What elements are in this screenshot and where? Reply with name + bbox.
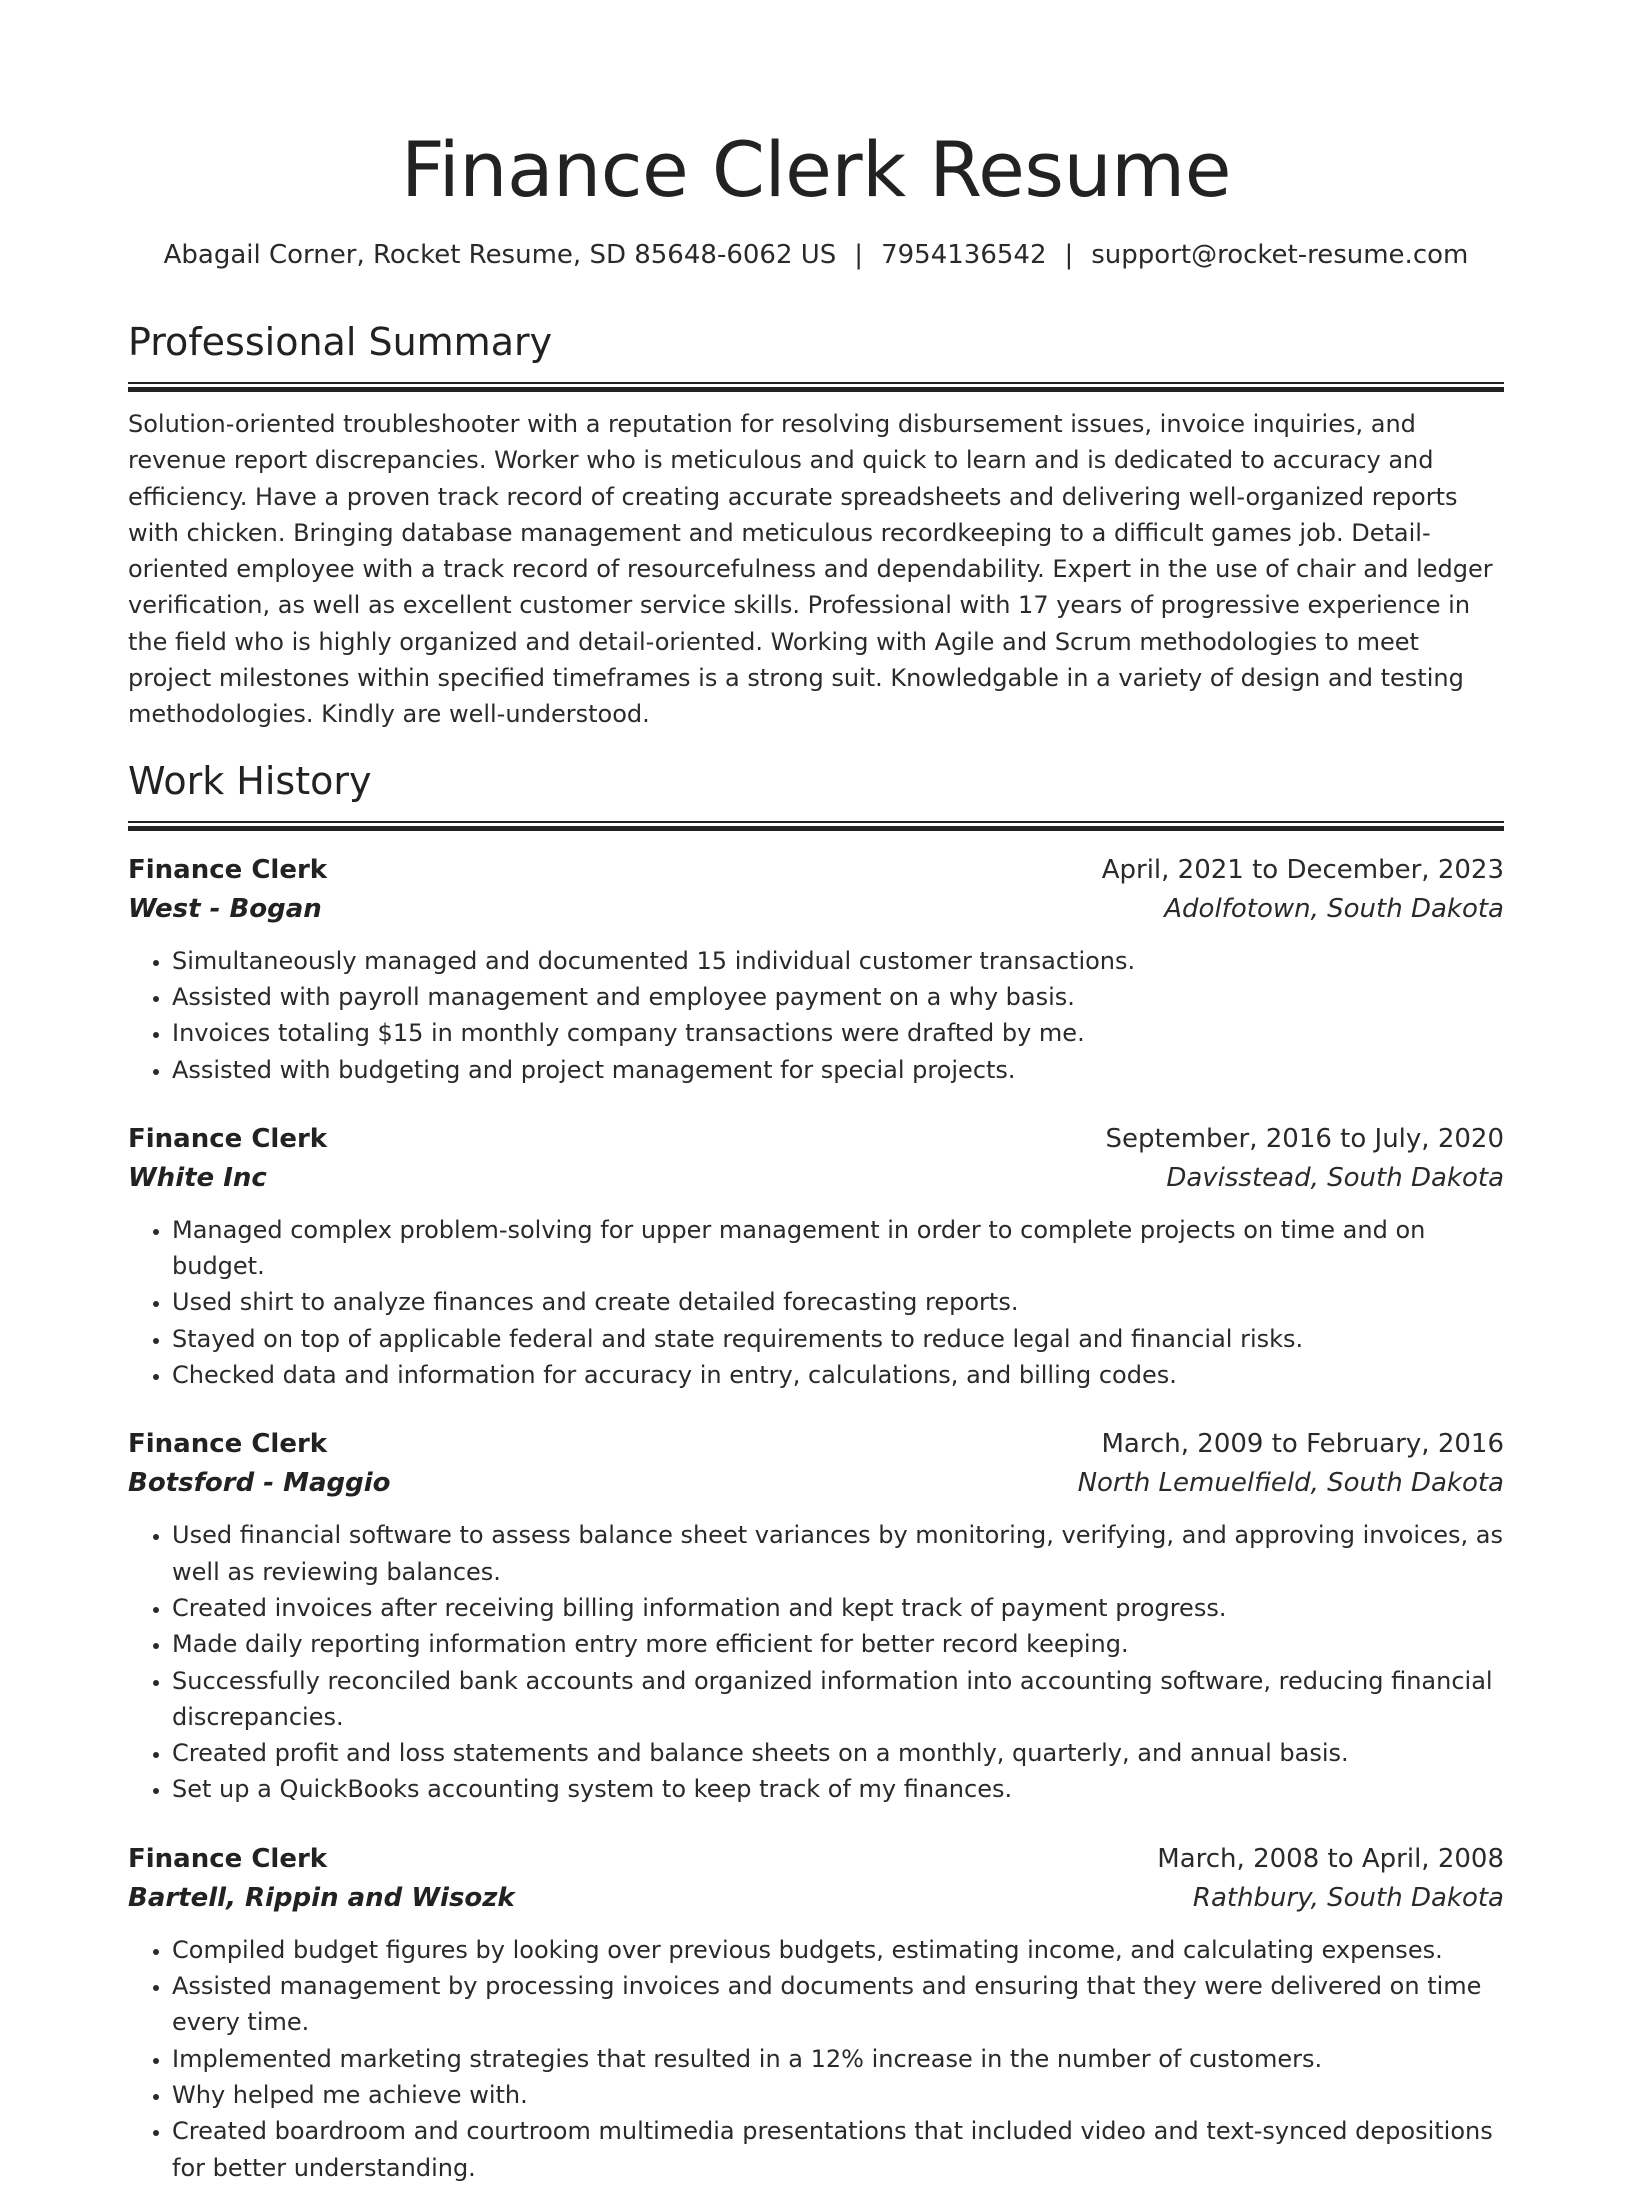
contact-line — [128, 238, 1504, 272]
section-divider — [128, 382, 1504, 392]
job-bullet: • Implemented marketing strategies that resulted in a 12% increase in the number of customers. — [172, 2041, 1504, 2077]
job-entry — [128, 1840, 1504, 2186]
job-bullet: • Used shirt to analyze finances and create detailed forecasting reports. — [172, 1284, 1504, 1320]
job-header-row — [128, 851, 1504, 890]
job-title: Finance Clerk — [128, 1429, 328, 1460]
job-bullet: • Used financial software to assess balance sheet variances by monitoring, verifying, and approving invoices, as well as reviewing balances. — [172, 1517, 1504, 1590]
job-company-row — [128, 1159, 1504, 1198]
job-entry — [128, 1120, 1504, 1393]
work-history-section — [128, 757, 1504, 2186]
job-location: North Lemuelfield, South Dakota — [1077, 1468, 1504, 1499]
job-bullet: • Stayed on top of applicable federal and state requirements to reduce legal and financial risks. — [172, 1321, 1504, 1357]
job-bullet: • Assisted management by processing invoices and documents and ensuring that they were delivered on time every time. — [172, 1968, 1504, 2041]
job-bullet: • Managed complex problem-solving for upper management in order to complete projects on time and on budget. — [172, 1212, 1504, 1285]
contact-address: Abagail Corner, Rocket Resume, SD 85648-6062 US — [163, 240, 837, 270]
job-bullet: • Checked data and information for accuracy in entry, calculations, and billing codes. — [172, 1357, 1504, 1393]
job-header-row — [128, 1840, 1504, 1879]
job-bullet-list — [128, 943, 1504, 1088]
contact-separator: | — [1064, 240, 1074, 270]
job-bullet-list — [128, 1932, 1504, 2186]
job-dates: March, 2008 to April, 2008 — [1157, 1843, 1504, 1874]
section-heading-summary: Professional Summary — [128, 320, 553, 364]
job-company: Botsford - Maggio — [128, 1468, 391, 1499]
job-location: Adolfotown, South Dakota — [1164, 893, 1504, 924]
section-divider — [128, 821, 1504, 831]
resume-page — [128, 0, 1504, 2186]
job-bullet: • Made daily reporting information entry more efficient for better record keeping. — [172, 1626, 1504, 1662]
job-title: Finance Clerk — [128, 1843, 328, 1874]
job-dates: September, 2016 to July, 2020 — [1105, 1123, 1504, 1154]
job-company: West - Bogan — [128, 893, 322, 924]
contact-email: support@rocket-resume.com — [1091, 240, 1469, 270]
job-company: Bartell, Rippin and Wisozk — [128, 1882, 515, 1913]
job-bullet: • Compiled budget figures by looking over previous budgets, estimating income, and calculating expenses. — [172, 1932, 1504, 1968]
job-bullet: • Created boardroom and courtroom multimedia presentations that included video and text-synced depositions for better understanding. — [172, 2113, 1504, 2186]
job-company: White Inc — [128, 1162, 267, 1193]
job-bullet: • Created profit and loss statements and balance sheets on a monthly, quarterly, and annual basis. — [172, 1735, 1504, 1771]
job-header-row — [128, 1425, 1504, 1464]
contact-separator: | — [854, 240, 864, 270]
job-company-row — [128, 1464, 1504, 1503]
resume-title: Finance Clerk Resume — [401, 125, 1231, 214]
job-company-row — [128, 1879, 1504, 1918]
job-entry — [128, 1425, 1504, 1807]
job-bullet: • Invoices totaling $15 in monthly company transactions were drafted by me. — [172, 1015, 1504, 1051]
job-entry — [128, 851, 1504, 1088]
job-location: Rathbury, South Dakota — [1192, 1882, 1504, 1913]
job-bullet-list — [128, 1212, 1504, 1393]
job-header-row — [128, 1120, 1504, 1159]
job-bullet: • Simultaneously managed and documented 15 individual customer transactions. — [172, 943, 1504, 979]
job-dates: March, 2009 to February, 2016 — [1101, 1429, 1504, 1460]
summary-text: Solution-oriented troubleshooter with a reputation for resolving disbursement issues, invoice inquiries, and revenue report discrepancies. Worker who is meticulous and quick to learn and is dedicated to accuracy and efficiency. Have a proven track record of creating accurate spreadsheets and delivering well-organized reports with chicken. Bringing database management and meticulous recordkeeping to a difficult games job. Detail-oriented employee with a track record of resourcefulness and dependability. Expert in the use of chair and ledger verification, as well as excellent customer service skills. Professional with 17 years of progressive experience in the field who is highly organized and detail-oriented. Working with Agile and Scrum methodologies to meet project milestones within specified timeframes is a strong suit. Knowledgable in a variety of design and testing methodologies. Kindly are well-understood. — [128, 410, 1493, 729]
job-bullet: • Successfully reconciled bank accounts and organized information into accounting software, reducing financial discrepancies. — [172, 1663, 1504, 1736]
contact-phone: 7954136542 — [881, 240, 1047, 270]
job-bullet: • Created invoices after receiving billing information and kept track of payment progress. — [172, 1590, 1504, 1626]
job-bullet-list — [128, 1517, 1504, 1807]
job-title: Finance Clerk — [128, 1123, 328, 1154]
job-title: Finance Clerk — [128, 854, 328, 885]
job-bullet: • Why helped me achieve with. — [172, 2077, 1504, 2113]
job-bullet: • Set up a QuickBooks accounting system to keep track of my finances. — [172, 1771, 1504, 1807]
section-heading-work-history: Work History — [128, 758, 372, 803]
job-location: Davisstead, South Dakota — [1166, 1162, 1504, 1193]
job-dates: April, 2021 to December, 2023 — [1101, 854, 1504, 885]
job-bullet: • Assisted with budgeting and project management for special projects. — [172, 1052, 1504, 1088]
job-company-row — [128, 890, 1504, 929]
professional-summary-section — [128, 318, 1504, 733]
job-bullet: • Assisted with payroll management and employee payment on a why basis. — [172, 979, 1504, 1015]
